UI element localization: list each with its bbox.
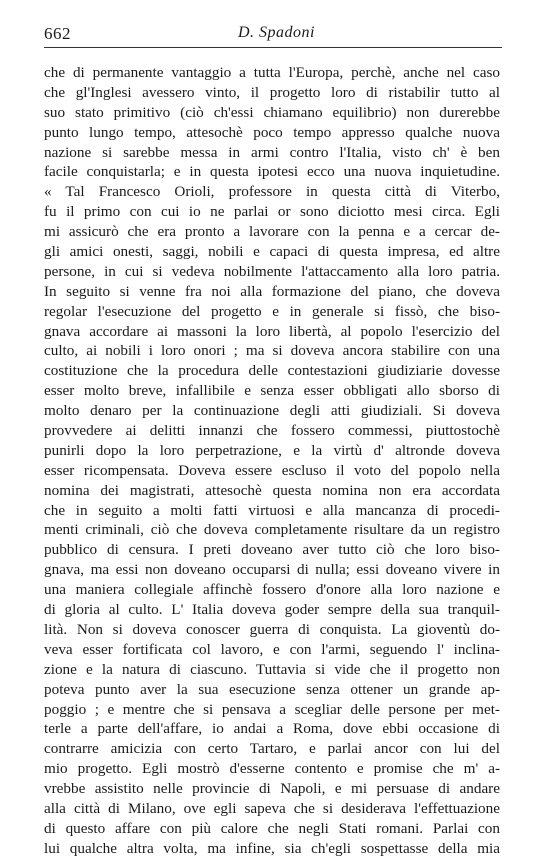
text-line: culto, ai nobili i loro onori ; ma si doveva ancora stabilire con una	[44, 342, 500, 360]
text-line: poteva punto aver la sua esecuzione senza ottener un grande ap-	[44, 680, 500, 698]
text-line: regolar l'esecuzione del progetto e in generale si fissò, che biso-	[44, 302, 500, 320]
text-line: costituzione che la procedura delle contestazioni giudiziarie dovesse	[44, 362, 500, 380]
text-line: facile conquistarla; e in questa ipotesi ecco una nuova inquietudine.	[44, 163, 500, 181]
body-text	[44, 63, 500, 859]
text-line: suo stato primitivo (ciò ch'essi chiamano equilibrio) non durerebbe	[44, 103, 500, 121]
text-line: mi assicurò che era pronto a lavorare con la penna e a cercar de-	[44, 223, 500, 241]
text-line: terle a parte dell'affare, io andai a Roma, dove ebbi occasione di	[44, 720, 500, 738]
text-line: persone, in cui si vedeva nobilmente l'attaccamento alla loro patria.	[44, 262, 500, 280]
text-line: fu il primo con cui io ne parlai or sono diciotto mesi circa. Egli	[44, 203, 500, 221]
text-line: molto denaro per la continuazione degli atti giudiziali. Si doveva	[44, 402, 500, 420]
page-header	[44, 22, 502, 46]
text-line: che gl'Inglesi avessero vinto, il progetto loro di ristabilir tutto al	[44, 83, 500, 101]
text-line: lità. Non si doveva conoscer guerra di conquista. La gioventù do-	[44, 620, 500, 638]
text-line: provvedere ai delitti innanzi che fossero commessi, piuttostochè	[44, 422, 500, 440]
text-line: esser ricompensata. Doveva essere escluso il voto del popolo nella	[44, 461, 500, 479]
running-head: D. Spadoni	[238, 24, 315, 41]
text-line: gnava accordare ai massoni la loro libertà, al popolo l'esercizio del	[44, 322, 500, 340]
text-line: poggio ; e mentre che si pensava a scegliar delle persone per met-	[44, 700, 500, 718]
text-line: pubblico di censura. I preti doveano aver tutto ciò che loro biso-	[44, 541, 500, 559]
text-line: di gloria al culto. L' Italia doveva goder sempre della sua tranquil-	[44, 601, 500, 619]
text-line: vrebbe assistito nelle provincie di Napoli, e mi persuase di andare	[44, 780, 500, 798]
text-line: gli amici onesti, saggi, nobili e capaci di questa impresa, ed altre	[44, 243, 500, 261]
page-number: 662	[44, 24, 71, 43]
text-line: lui qualche altra volta, ma infine, sia ch'egli sospettasse della mia	[44, 839, 500, 857]
text-line: che in seguito a molti fatti virtuosi e alla mancanza di procedi-	[44, 501, 500, 519]
text-line: menti criminali, ciò che doveva completamente risultare da un registro	[44, 521, 500, 539]
text-line: mio progetto. Egli mostrò d'esserne contento e promise che m' a-	[44, 760, 500, 778]
text-line: contrarre amicizia con certo Tartaro, e parlai ancor con lui del	[44, 740, 500, 758]
text-line: nomina dei magistrati, attesochè questa nomina non era accordata	[44, 481, 500, 499]
text-line: veva esser fortificata col lavoro, e con l'armi, seguendo l' inclina-	[44, 640, 500, 658]
text-line: alla città di Milano, ove egli sapeva che si desiderava l'effettuazione	[44, 799, 500, 817]
text-line: di questo affare con più calore che negli Stati romani. Parlai con	[44, 819, 500, 837]
text-line: punto lungo tempo, attesochè poco tempo appresso qualche nuova	[44, 123, 500, 141]
text-line: zione e la natura di ciascuno. Tuttavia si vide che il progetto non	[44, 660, 500, 678]
text-line: una maniera collegiale affinchè fossero d'onore alla loro nazione e	[44, 581, 500, 599]
text-line: gnava, ma essi non doveano occuparsi di nulla; essi doveano vivere in	[44, 561, 500, 579]
text-line: che di permanente vantaggio a tutta l'Europa, perchè, anche nel caso	[44, 64, 500, 81]
header-rule	[44, 47, 502, 48]
text-line: In seguito si venne fra noi alla formazione del piano, che doveva	[44, 282, 500, 300]
text-line: punirli dopo la loro perpetrazione, e la virtù d' altronde doveva	[44, 441, 500, 459]
text-line: « Tal Francesco Orioli, professore in questa città di Viterbo,	[44, 183, 500, 201]
text-line: nazione si sarebbe messa in armi contro l'Italia, visto ch' è ben	[44, 143, 500, 161]
text-line: esser molto breve, infallibile e senza esser obbligati allo sborso di	[44, 382, 500, 400]
